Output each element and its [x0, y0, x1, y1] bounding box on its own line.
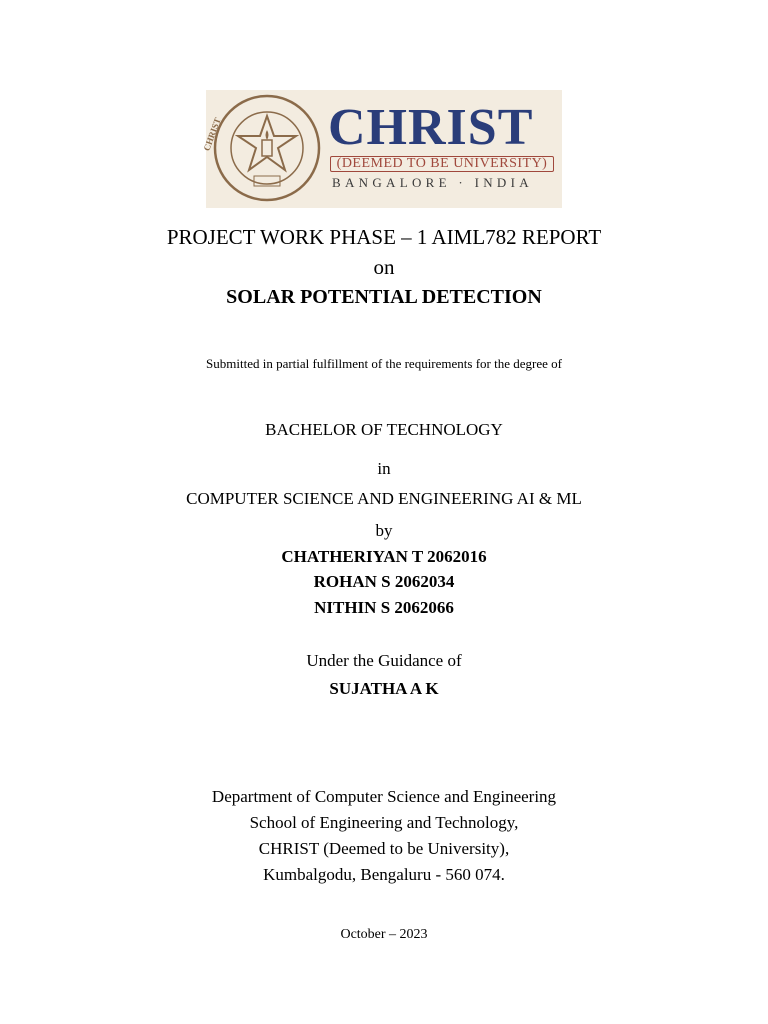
- by-label: by: [375, 521, 393, 540]
- department-line: Department of Computer Science and Engineering: [211, 787, 557, 806]
- guide-name: SUJATHA A K: [329, 679, 439, 698]
- address-line: Kumbalgodu, Bengaluru - 560 074.: [263, 865, 505, 884]
- christ-university-logo: [201, 90, 562, 208]
- report-title: SOLAR POTENTIAL DETECTION: [226, 286, 542, 308]
- submitted-statement: Submitted in partial fulfillment of the requirements for the degree of: [206, 356, 562, 371]
- student-name: ROHAN S 2062034: [313, 572, 455, 591]
- logo-city: BANGALORE · INDIA: [332, 175, 533, 190]
- project-phase-line: PROJECT WORK PHASE – 1 AIML782 REPORT: [166, 225, 602, 249]
- report-date: October – 2023: [340, 927, 428, 942]
- student-name: NITHIN S 2062066: [314, 598, 454, 617]
- on-label: on: [373, 255, 395, 279]
- school-line: School of Engineering and Technology,: [249, 813, 519, 832]
- student-name: CHATHERIYAN T 2062016: [281, 547, 487, 566]
- university-line: CHRIST (Deemed to be University),: [258, 839, 510, 858]
- in-label: in: [377, 459, 391, 478]
- seal-text: CHRIST: [201, 116, 223, 153]
- branch-name: COMPUTER SCIENCE AND ENGINEERING AI & ML: [186, 489, 582, 508]
- logo-wordmark: CHRIST: [328, 99, 534, 156]
- logo-subtitle: (DEEMED TO BE UNIVERSITY): [330, 156, 554, 172]
- degree-name: BACHELOR OF TECHNOLOGY: [265, 420, 503, 439]
- guidance-label: Under the Guidance of: [306, 651, 462, 670]
